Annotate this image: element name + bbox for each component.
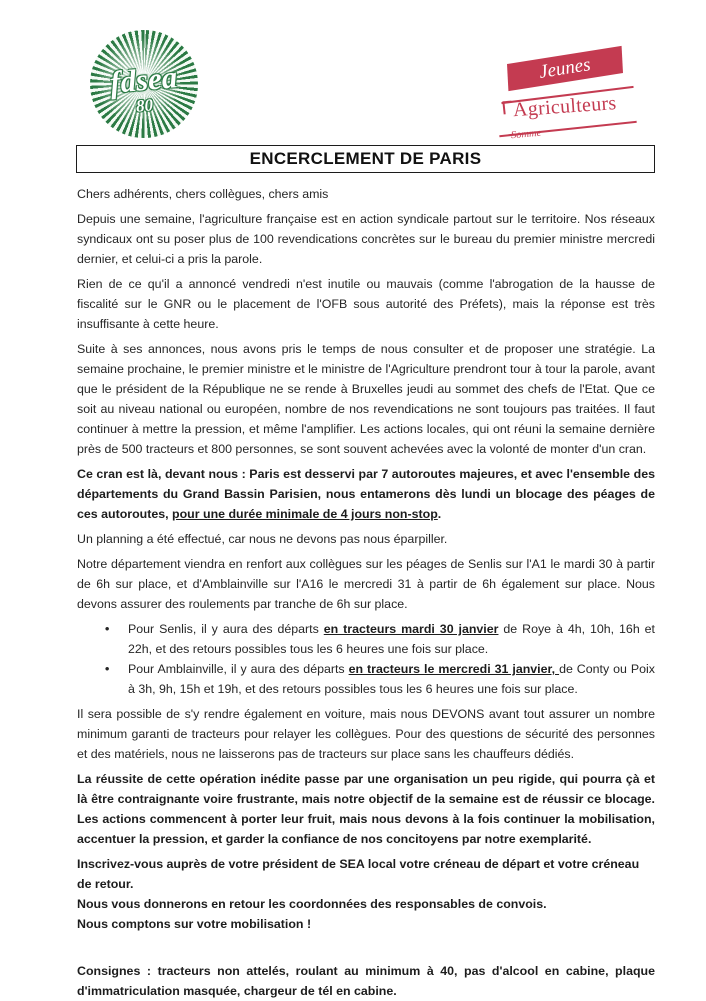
- text-segment: Un planning a été effectué, car nous ne devons pas nous éparpiller.: [77, 532, 448, 546]
- fdsea-logo-name: fdsea: [109, 59, 179, 100]
- text-segment: pour une durée minimale de 4 jours non-stop: [172, 507, 438, 521]
- text-line: Inscrivez-vous auprès de votre président de SEA local votre créneau de départ et votre créneau de retour.: [77, 857, 640, 891]
- text-segment: Il sera possible de s'y rendre également en voiture, mais nous DEVONS avant tout assurer un nombre minimum garanti de tracteurs pour relayer les collègues. Pour des questions de sécurité des personnes et des matériels, nous ne laisserons pas de tracteurs sur place sans les chauffeurs dédiés.: [77, 707, 655, 761]
- paragraph-9: [77, 769, 655, 849]
- text-segment: en tracteurs mardi 30 janvier: [323, 622, 499, 636]
- ja-logo-line2: Agriculteurs: [512, 92, 618, 122]
- fdsea-logo-number: 80: [134, 95, 154, 116]
- paragraph-1: [77, 209, 655, 269]
- paragraph-10: [77, 854, 655, 934]
- document-body: [77, 184, 655, 1001]
- document-title: ENCERCLEMENT DE PARIS: [76, 145, 655, 173]
- text-segment: Pour Amblainville, il y aura des départs: [128, 662, 349, 676]
- text-segment: .: [437, 507, 442, 521]
- text-segment: Rien de ce qu'il a annoncé vendredi n'est inutile ou mauvais (comme l'abrogation de la hausse de fiscalité sur le GNR ou le placement de l'OFB sous autorité des Préfets), mais la réponse est très insuffisante à cette heure.: [77, 277, 655, 331]
- text-segment: de Conty ou Poix à 3h, 9h, 15h et 19h, et des retours possibles tous les 6 heures une fois sur place.: [128, 662, 655, 696]
- text-segment: Ce cran est là, devant nous : Paris est desservi par 7 autoroutes majeures, et avec l'ensemble des départements du Grand Bassin Parisien, nous entamerons dès lundi un blocage des péages de ces autoroutes,: [77, 467, 655, 521]
- text-segment: Suite à ses annonces, nous avons pris le temps de nous consulter et de proposer une stratégie. La semaine prochaine, le premier ministre et le ministre de l'Agriculture prendront tour à tour la parole, avant que le président de la République ne se rende à Bruxelles jeudi au sommet des chefs de l'Etat. Que ce soit au niveau national ou européen, nombre de nos revendications ne sont toujours pas traitées. Il faut continuer à mettre la pression, et même l'amplifier. Les actions locales, qui ont réuni la semaine dernière près de 500 tracteurs et 800 personnes, se sont souvent achevées avec la volonté de monter d'un cran.: [77, 342, 655, 456]
- paragraph-3: [77, 339, 655, 459]
- ja-logo-banner: [507, 46, 623, 91]
- paragraph-8: [77, 704, 655, 764]
- ja-logo-tick: [502, 101, 512, 115]
- ja-logo-region: Somme: [510, 127, 542, 142]
- text-segment: Depuis une semaine, l'agriculture française est en action syndicale partout sur le territoire. Nos réseaux syndicaux ont su poser plus de 100 revendications concrètes sur le bureau du premier ministre mercredi dernier, et celui-ci a pris la parole.: [77, 212, 655, 266]
- text-line: Nous vous donnerons en retour les coordonnées des responsables de convois.: [77, 897, 547, 911]
- paragraph-0: [77, 184, 655, 204]
- text-line: Nous comptons sur votre mobilisation !: [77, 917, 312, 931]
- text-segment: Pour Senlis, il y aura des départs: [128, 622, 324, 636]
- paragraph-5: [77, 529, 655, 549]
- jeunes-agriculteurs-logo: [497, 45, 639, 142]
- fdsea-logo: [90, 30, 198, 138]
- paragraph-2: [77, 274, 655, 334]
- document-header: [0, 0, 706, 145]
- paragraph-11: [77, 961, 655, 1001]
- text-segment: en tracteurs le mercredi 31 janvier,: [348, 662, 560, 676]
- text-segment: Consignes : tracteurs non attelés, roulant au minimum à 40, pas d'alcool en cabine, plaque d'immatriculation masquée, chargeur de tél en cabine.: [77, 964, 655, 998]
- bullet-item: [105, 659, 655, 699]
- text-segment: de Roye à 4h, 10h, 16h et 22h, et des retours possibles tous les 6 heures une fois sur place.: [128, 622, 655, 656]
- text-segment: Notre département viendra en renfort aux collègues sur les péages de Senlis sur l'A1 le mardi 30 à partir de 6h sur place, et d'Amblainville sur l'A16 le mercredi 31 à partir de 6h également sur place. Nous devons assurer des roulements par tranche de 6h sur place.: [77, 557, 655, 611]
- paragraph-4: [77, 464, 655, 524]
- bullet-item: [105, 619, 655, 659]
- bullet-list: [77, 619, 655, 699]
- paragraph-6: [77, 554, 655, 614]
- text-segment: Chers adhérents, chers collègues, chers amis: [77, 187, 329, 201]
- ja-logo-line1: Jeunes: [537, 53, 593, 83]
- text-segment: La réussite de cette opération inédite passe par une organisation un peu rigide, qui pourra çà et là être contraignante voire frustrante, mais notre objectif de la semaine est de réussir ce blocage. Les actions commencent à porter leur fruit, mais nous devons à la fois continuer la mobilisation, accentuer la pression, et garder la confiance de nos concitoyens par notre exemplarité.: [77, 772, 655, 846]
